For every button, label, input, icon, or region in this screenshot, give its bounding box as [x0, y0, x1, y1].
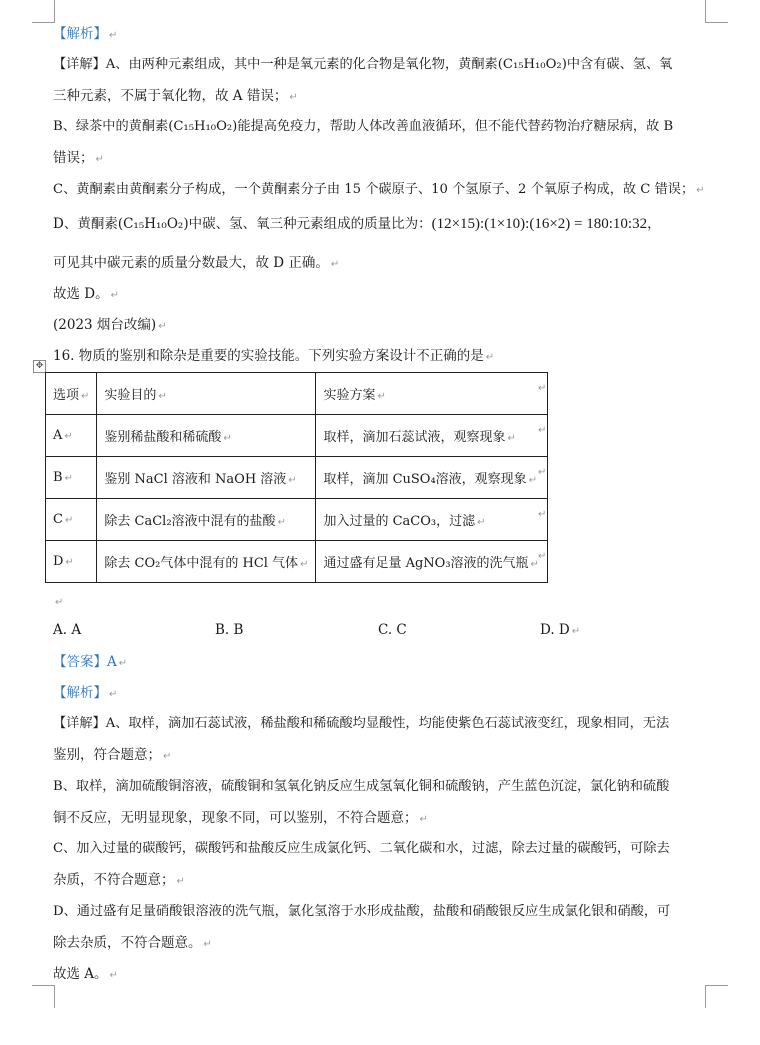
table-cell: 取样，滴加石蕊试液，观察现象 ↵ [316, 415, 548, 457]
conclusion-2-text: 故选 A。 ↵ [53, 966, 118, 982]
detail-2-a-text-cont: 鉴别，符合题意； ↵ [53, 747, 172, 763]
table-cell: 除去 CO₂气体中混有的 HCl 气体 ↵ [97, 541, 316, 583]
table-move-handle-icon[interactable]: ✥ [33, 360, 46, 373]
table-cell: 取样，滴加 CuSO₄溶液，观察现象 ↵ [316, 457, 548, 499]
table-cell: D ↵ [46, 541, 97, 583]
row-end-mark: ↵ [538, 425, 547, 436]
table-cell: B ↵ [46, 457, 97, 499]
table-row [46, 415, 548, 457]
row-end-mark: ↵ [538, 383, 547, 394]
table-cell: C ↵ [46, 499, 97, 541]
analysis-heading: 【解析】 ↵ [53, 26, 118, 42]
table-cell: A ↵ [46, 415, 97, 457]
table-cell: 通过盛有足量 AgNO₃溶液的洗气瓶 ↵ [316, 541, 548, 583]
detail-2-b-text: B、取样，滴加硫酸铜溶液，硫酸铜和氢氧化钠反应生成氢氧化铜和硫酸钠，产生蓝色沉淀，氯化钠和硫酸 [53, 779, 670, 794]
page-corner-mark-top-right [705, 0, 728, 23]
detail-2-d-text-cont: 除去杂质，不符合题意。 ↵ [53, 935, 212, 951]
table-cell: 加入过量的 CaCO₃，过滤 ↵ [316, 499, 548, 541]
analysis-heading-2: 【解析】 ↵ [53, 685, 118, 701]
answer-line: 【答案】A ↵ [53, 654, 128, 670]
table-row [46, 541, 548, 583]
page-corner-mark-top-left [32, 0, 55, 23]
detail-2-c-text: C、加入过量的碳酸钙，碳酸钙和盐酸反应生成氯化钙、二氧化碳和水，过滤，除去过量的碳酸钙，可除去 [53, 841, 670, 856]
detail-b-text-cont: 错误； ↵ [53, 150, 104, 166]
page-corner-mark-bottom-left [32, 985, 55, 1008]
page-corner-mark-bottom-right [705, 985, 728, 1008]
detail-2-c-text-cont: 杂质，不符合题意； ↵ [53, 872, 185, 888]
conclusion-text: 故选 D。 ↵ [53, 286, 120, 302]
detail-2-a-text: 【详解】A、取样，滴加石蕊试液，稀盐酸和稀硫酸均显酸性，均能使紫色石蕊试液变红，现象相同，无法 [53, 716, 670, 731]
table-header-cell: 实验方案 ↵ [316, 373, 548, 415]
detail-2-d-text: D、通过盛有足量硝酸银溶液的洗气瓶，氯化氢溶于水形成盐酸，盐酸和硝酸银反应生成氯化银和硝酸，可 [53, 904, 671, 919]
table-cell: 鉴别 NaCl 溶液和 NaOH 溶液 ↵ [97, 457, 316, 499]
detail-a-text: 【详解】A、由两种元素组成，其中一种是氧元素的化合物是氧化物，黄酮素(C₁₅H₁₀O₂)中含有碳、氢、氧 [53, 57, 673, 72]
row-end-mark: ↵ [538, 467, 547, 478]
row-end-mark: ↵ [538, 551, 547, 562]
detail-2-b-text-cont: 铜不反应，无明显现象，现象不同，可以鉴别，不符合题意； ↵ [53, 810, 428, 826]
choice-c: C. C [378, 622, 407, 638]
detail-d-text: D、黄酮素(C₁₅H₁₀O₂)中碳、氢、氧三种元素组成的质量比为：(12×15):(1×10):(16×2) = 180:10:32， [53, 216, 661, 232]
detail-d-text-cont: 可见其中碳元素的质量分数最大，故 D 正确。 ↵ [53, 255, 340, 271]
table-header-cell: 选项 ↵ [46, 373, 97, 415]
question-16-text: 16. 物质的鉴别和除杂是重要的实验技能。下列实验方案设计不正确的是 ↵ [53, 348, 495, 364]
choice-d: D. D ↵ [540, 622, 581, 638]
row-end-mark: ↵ [538, 509, 547, 520]
empty-paragraph: ↵ [55, 597, 64, 608]
choice-b: B. B [215, 622, 244, 638]
detail-c-text: C、黄酮素由黄酮素分子构成，一个黄酮素分子由 15 个碳原子、10 个氢原子、2 个氧原子构成，故 C 错误； ↵ [53, 182, 705, 197]
table-row [46, 457, 548, 499]
choice-a: A. A [53, 622, 82, 638]
source-text: (2023 烟台改编) ↵ [53, 317, 167, 333]
detail-a-text-cont: 三种元素，不属于氧化物，故 A 错误； ↵ [53, 88, 298, 104]
table-header-row [46, 373, 548, 415]
experiment-options-table [45, 372, 548, 583]
table-cell: 鉴别稀盐酸和稀硫酸 ↵ [97, 415, 316, 457]
table-cell: 除去 CaCl₂溶液中混有的盐酸 ↵ [97, 499, 316, 541]
table-header-cell: 实验目的 ↵ [97, 373, 316, 415]
table-row [46, 499, 548, 541]
mass-ratio-formula: (12×15):(1×10):(16×2) = 180:10:32 [431, 216, 648, 232]
detail-b-text: B、绿茶中的黄酮素(C₁₅H₁₀O₂)能提高免疫力，帮助人体改善血液循环，但不能代替药物治疗糖尿病，故 B [53, 119, 674, 134]
